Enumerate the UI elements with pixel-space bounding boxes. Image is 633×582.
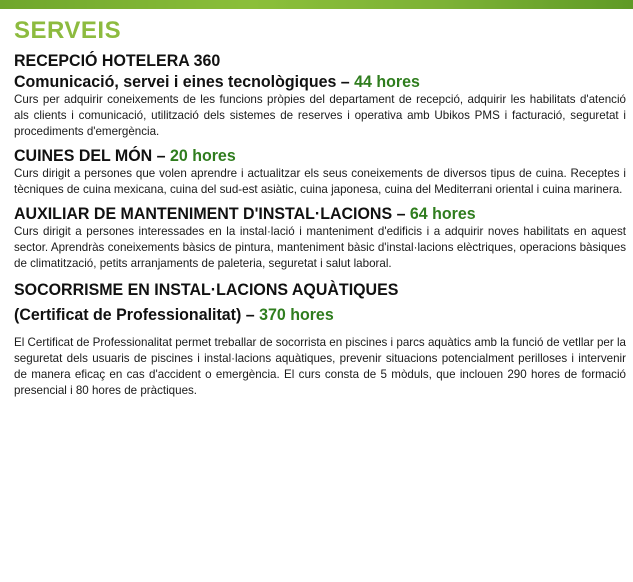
course-title-text: AUXILIAR DE MANTENIMENT D'INSTAL·LACIONS – (14, 204, 410, 223)
course-title (14, 50, 589, 71)
course-title (14, 277, 589, 302)
course-socorrisme (14, 277, 626, 399)
course-hours: 370 hores (259, 305, 334, 324)
course-auxiliar-manteniment (14, 203, 626, 272)
course-subtitle (14, 71, 589, 92)
course-title (14, 145, 589, 166)
course-title-line1: RECEPCIÓ HOTELERA 360 (14, 51, 221, 70)
course-subtitle (14, 302, 589, 327)
course-description: Curs dirigit a persones interessades en la instal·lació i manteniment d'edificis i a adquirir noves habilitats en aquest sector. Aprendràs coneixements bàsics de pintura, manteniment bàsic d'instal·lacions elèctriques, operacions bàsiques de climatització, petits arranjaments de paleteria, seguretat i salut laboral. (14, 225, 626, 270)
course-hours: 20 hores (169, 146, 236, 165)
course-hours: 44 hores (354, 72, 420, 91)
top-decorative-band (0, 0, 633, 9)
spacer (14, 327, 626, 335)
course-title (14, 203, 589, 224)
services-section (14, 18, 626, 404)
course-recepcio-hotelera (14, 50, 626, 140)
course-description: Curs per adquirir coneixements de les funcions pròpies del departament de recepció, adquirir les habilitats d'atenció als clients i comunicació, utilització dels sistemes de reserves i operativa amb Ubikos PMS i facturació, seguretat i procediments d'emergència. (14, 93, 626, 138)
course-title-line2: Comunicació, servei i eines tecnològiques – (14, 72, 355, 91)
course-description: El Certificat de Professionalitat permet treballar de socorrista en piscines i parcs aquàtics amb la funció de vetllar per la seguretat dels usuaris de piscines i instal·lacions aquàtiques, prevenir situacions potencialment perilloses i intervenir de manera eficaç en cas d'accident o emergència. El curs consta de 5 mòduls, que inclouen 290 hores de formació presencial i 80 hores de pràctiques. (14, 336, 626, 397)
course-cuines-del-mon (14, 145, 626, 198)
course-title-line1: SOCORRISME EN INSTAL·LACIONS AQUÀTIQUES (14, 280, 399, 299)
course-title-text: CUINES DEL MÓN – (14, 146, 170, 165)
section-title: SERVEIS (14, 17, 122, 44)
course-title-line2: (Certificat de Professionalitat) – (14, 305, 260, 324)
course-description: Curs dirigit a persones que volen aprendre i actualitzar els seus coneixements de diversos tipus de cuina. Receptes i tècniques de cuina mexicana, cuina del sud-est asiàtic, cuina japonesa, cuina del Mediterrani oriental i cuina marinera. (14, 167, 626, 196)
course-hours: 64 hores (409, 204, 476, 223)
